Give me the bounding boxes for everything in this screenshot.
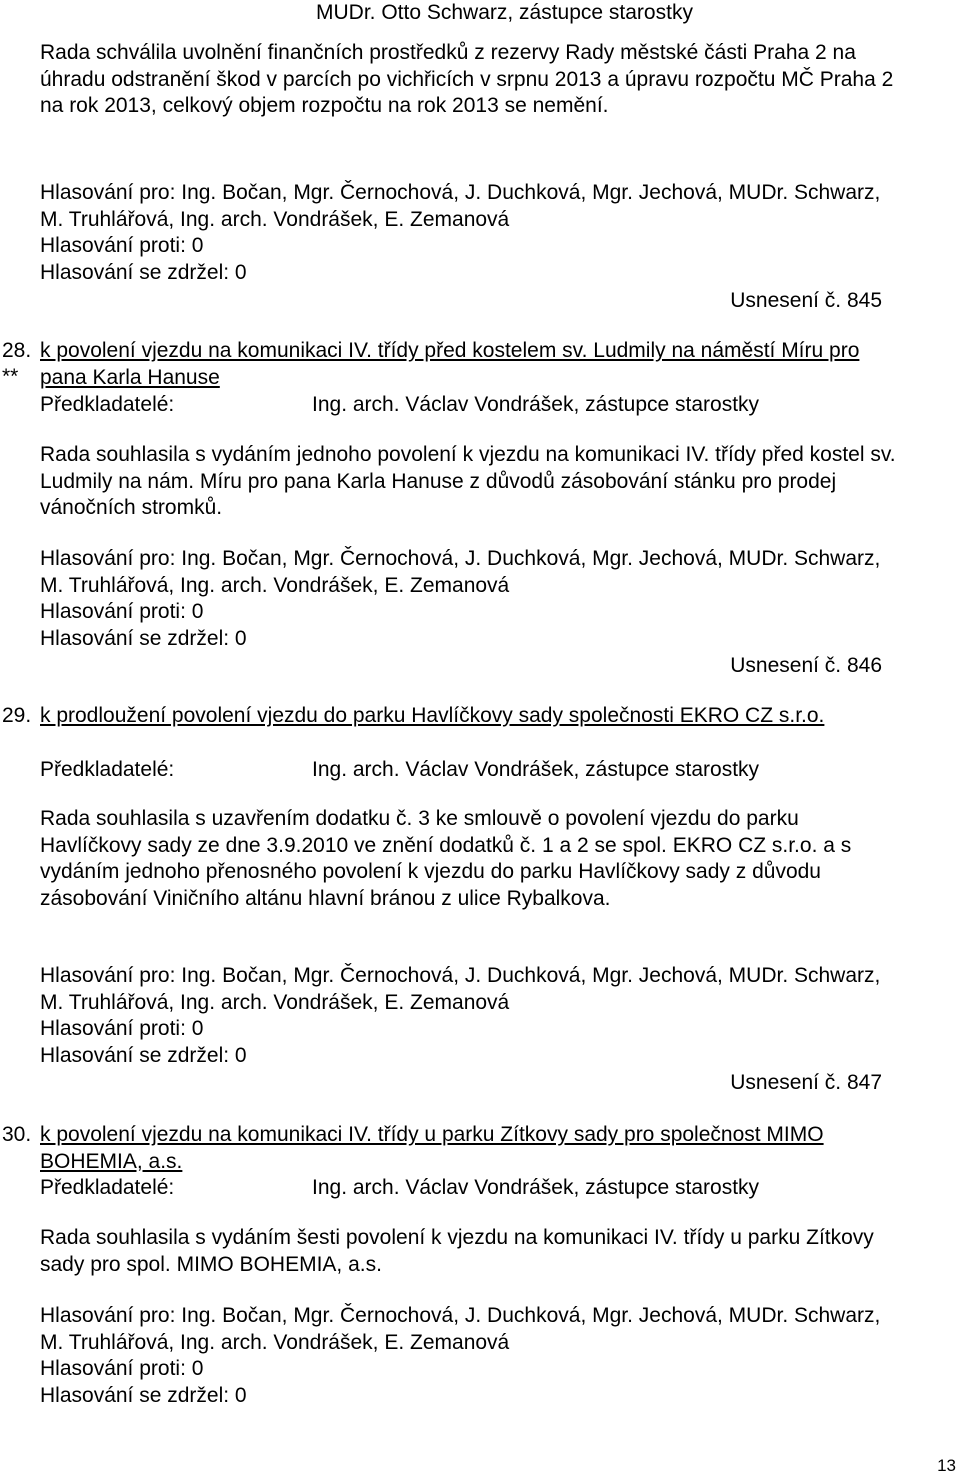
presenter-name: Ing. arch. Václav Vondrášek, zástupce starostky — [312, 758, 760, 781]
item-28-presenter — [40, 392, 759, 419]
item-30-title: k povolení vjezdu na komunikaci IV. třídy u parku Zítkovy sady pro společnost MIMO BOHEMIA, a.s. — [40, 1123, 824, 1173]
item-30-presenter — [40, 1175, 759, 1202]
page-number: 13 — [937, 1455, 956, 1475]
presenter-header: MUDr. Otto Schwarz, zástupce starostky — [316, 1, 693, 24]
presenter-name: Ing. arch. Václav Vondrášek, zástupce starostky — [312, 393, 760, 416]
item-29-text: Rada souhlasila s uzavřením dodatku č. 3 ke smlouvě o povolení vjezdu do parku Havlíčkovy sady ze dne 3.9.2010 ve znění dodatků č. 1 a 2 se spol. EKRO CZ s.r.o. a s vydáním jednoho přenosného povolení k vjezdu do parku Havlíčkovy sady z důvodu zásobování Viničního altánu hlavní bránou z ulice Rybalkova. — [40, 807, 852, 910]
item-30-votes-for: Hlasování pro: Ing. Bočan, Mgr. Černochová, J. Duchková, Mgr. Jechová, MUDr. Schwarz, M. Truhlářová, Ing. arch. Vondrášek, E. Zemanová — [40, 1304, 881, 1354]
item-28-votes-for: Hlasování pro: Ing. Bočan, Mgr. Černochová, J. Duchková, Mgr. Jechová, MUDr. Schwarz, M. Truhlářová, Ing. arch. Vondrášek, E. Zemanová — [40, 547, 881, 597]
item-28-number: 28. — [2, 339, 32, 362]
intro-votes-for: Hlasování pro: Ing. Bočan, Mgr. Černochová, J. Duchková, Mgr. Jechová, MUDr. Schwarz, M. Truhlářová, Ing. arch. Vondrášek, E. Zemanová — [40, 181, 881, 231]
item-28-abstained: Hlasování se zdržel: 0 — [40, 627, 247, 650]
item-30-number: 30. — [2, 1123, 32, 1146]
item-29-votes-for: Hlasování pro: Ing. Bočan, Mgr. Černochová, J. Duchková, Mgr. Jechová, MUDr. Schwarz, M. Truhlářová, Ing. arch. Vondrášek, E. Zemanová — [40, 964, 881, 1014]
resolution-845: Usnesení č. 845 — [730, 289, 882, 312]
presenter-label: Předkladatelé: — [40, 758, 175, 781]
presenter-label: Předkladatelé: — [40, 1176, 175, 1199]
presenter-label: Předkladatelé: — [40, 393, 175, 416]
presenter-name: Ing. arch. Václav Vondrášek, zástupce starostky — [312, 1176, 760, 1199]
intro-text: Rada schválila uvolnění finančních prostředků z rezervy Rady městské části Praha 2 na úhradu odstranění škod v parcích po vichřicích v srpnu 2013 a úpravu rozpočtu MČ Praha 2 na rok 2013, celkový objem rozpočtu na rok 2013 se nemění. — [40, 41, 894, 117]
item-30-votes-against: Hlasování proti: 0 — [40, 1357, 204, 1380]
item-28-votes-against: Hlasování proti: 0 — [40, 600, 204, 623]
item-29-votes-against: Hlasování proti: 0 — [40, 1017, 204, 1040]
item-28-text: Rada souhlasila s vydáním jednoho povolení k vjezdu na komunikaci IV. třídy před kostel sv. Ludmily na nám. Míru pro pana Karla Hanuse z důvodů zásobování stánku pro prodej vánočních stromků. — [40, 443, 896, 519]
item-30-text: Rada souhlasila s vydáním šesti povolení k vjezdu na komunikaci IV. třídy u parku Zítkovy sady pro spol. MIMO BOHEMIA, a.s. — [40, 1226, 874, 1276]
resolution-847: Usnesení č. 847 — [730, 1071, 882, 1094]
item-29-presenter — [40, 757, 759, 784]
intro-votes-against: Hlasování proti: 0 — [40, 234, 204, 257]
item-30-abstained: Hlasování se zdržel: 0 — [40, 1384, 247, 1407]
item-29-abstained: Hlasování se zdržel: 0 — [40, 1044, 247, 1067]
item-29-title: k prodloužení povolení vjezdu do parku Havlíčkovy sady společnosti EKRO CZ s.r.o. — [40, 704, 825, 727]
intro-abstained: Hlasování se zdržel: 0 — [40, 261, 247, 284]
resolution-846: Usnesení č. 846 — [730, 654, 882, 677]
item-29-number: 29. — [2, 704, 32, 727]
item-28-title: k povolení vjezdu na komunikaci IV. třídy před kostelem sv. Ludmily na náměstí Míru pro pana Karla Hanuse — [40, 339, 860, 389]
item-28-stars: ** — [2, 365, 19, 388]
